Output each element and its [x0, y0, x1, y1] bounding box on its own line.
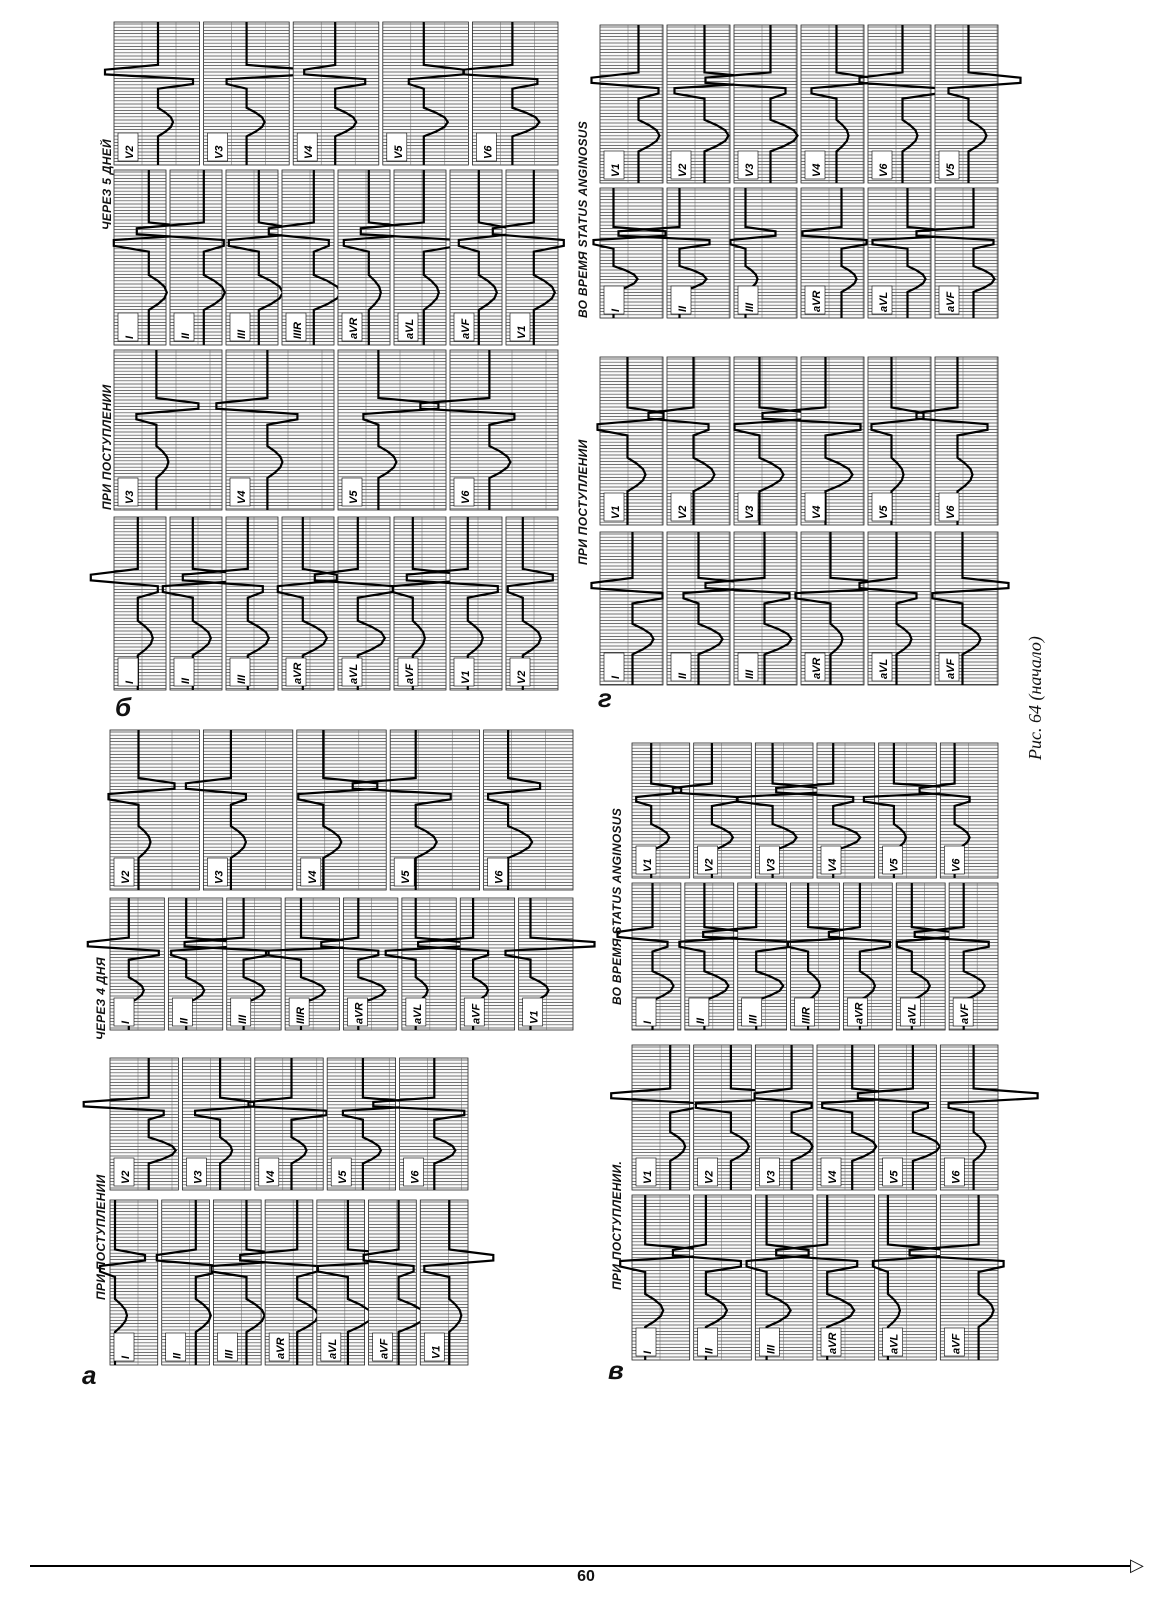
ecg-strip-limb-v1: [420, 1200, 493, 1365]
ecg-strip-chest-v6: [463, 22, 558, 165]
lead-label: V2: [124, 145, 136, 159]
ecg-strip-limb-ii: [157, 1200, 221, 1365]
lead-label: V2: [516, 670, 528, 684]
lead-label: aVR: [275, 1337, 288, 1359]
lead-label: aVF: [945, 291, 957, 312]
lead-label: I: [642, 1020, 654, 1024]
lead-label: V6: [950, 858, 963, 872]
lead-label: V2: [703, 858, 716, 872]
lead-label: I: [610, 675, 622, 679]
lead-label: V1: [516, 325, 528, 339]
lead-label: I: [120, 1355, 132, 1359]
ecg-strip-chest-v3: [114, 350, 222, 510]
lead-label: V5: [888, 858, 901, 872]
lead-label: V4: [306, 870, 319, 884]
lead-label: V3: [744, 163, 756, 177]
ecg-strip-limb-i: [618, 883, 681, 1030]
ecg-strip-limb-avl: [896, 883, 952, 1030]
group-title-v2: ВО ВРЕМЯ STATUS ANGINOSUS: [610, 807, 624, 1005]
lead-label: III: [223, 1349, 236, 1359]
ecg-strip-chest-v4: [297, 730, 386, 890]
lead-label: V6: [409, 1170, 422, 1184]
ecg-strip-limb-v1: [506, 898, 595, 1030]
ecg-strip-chest-v1: [592, 25, 664, 183]
ecg-strip-limb-iii: [747, 1195, 813, 1360]
lead-label: V5: [337, 1170, 350, 1184]
ecg-strip-limb-avr: [801, 188, 867, 318]
lead-label: V6: [460, 490, 472, 504]
lead-label: V1: [610, 163, 622, 177]
section-letter-v: в: [608, 1355, 624, 1385]
group-title-g1: ПРИ ПОСТУПЛЕНИИ: [576, 439, 590, 565]
lead-label: IIIR: [800, 1006, 813, 1024]
lead-label: V4: [827, 1170, 839, 1184]
ecg-strip-chest-v3: [186, 730, 293, 890]
lead-label: aVF: [378, 1338, 391, 1359]
lead-label: aVR: [811, 290, 823, 312]
lead-label: aVR: [811, 657, 823, 679]
ecg-strip-chest-v4: [249, 1058, 327, 1190]
lead-label: V4: [236, 490, 248, 504]
lead-label: II: [677, 672, 689, 679]
lead-label: V1: [642, 858, 654, 872]
lead-label: V5: [400, 870, 413, 884]
lead-label: V4: [264, 1170, 277, 1184]
lead-label: V5: [945, 163, 957, 177]
lead-label: aVL: [404, 318, 416, 339]
lead-label: aVF: [950, 1333, 963, 1354]
lead-label: V6: [945, 505, 957, 519]
ecg-strip-chest-v5: [935, 25, 1021, 183]
lead-label: I: [610, 308, 622, 312]
ecg-strip-limb-i: [100, 1200, 158, 1365]
ecg-strip-limb-avf: [933, 532, 1009, 685]
ecg-strip-limb-i: [91, 517, 166, 690]
ecg-strip-chest-v5: [868, 357, 931, 525]
lead-label: V6: [482, 145, 495, 159]
lead-label: V5: [878, 505, 890, 519]
lead-label: V5: [348, 490, 360, 504]
lead-label: V1: [610, 505, 622, 519]
lead-label: aVR: [353, 1002, 366, 1024]
lead-label: II: [677, 305, 689, 312]
lead-label: III: [765, 1344, 778, 1354]
ecg-strip-limb-avf: [450, 170, 511, 345]
ecg-strip-chest-v6: [484, 730, 573, 890]
ecg-strip-chest-v3: [182, 1058, 254, 1190]
group-title-v1: ПРИ ПОСТУПЛЕНИИ.: [610, 1160, 624, 1290]
ecg-strip-chest-v6: [940, 1045, 1037, 1190]
lead-label: aVF: [460, 318, 472, 339]
lead-label: IIIR: [295, 1006, 308, 1024]
lead-label: aVF: [959, 1003, 972, 1024]
lead-label: II: [180, 677, 192, 684]
lead-label: aVF: [945, 658, 957, 679]
ecg-strip-limb-i: [592, 532, 664, 685]
group-title-b2: ЧЕРЕЗ 5 ДНЕЙ: [100, 139, 114, 230]
lead-label: II: [694, 1017, 707, 1024]
ecg-strip-chest-v5: [338, 350, 446, 510]
lead-label: aVL: [888, 1333, 901, 1354]
lead-label: V2: [677, 505, 689, 519]
lead-label: V4: [303, 145, 316, 159]
group-title-a1: ПРИ ПОСТУПЛЕНИИ: [94, 1174, 108, 1300]
lead-label: I: [642, 1350, 654, 1354]
group-title-b1: ПРИ ПОСТУПЛЕНИИ: [100, 384, 114, 510]
lead-label: III: [744, 669, 756, 679]
lead-label: V2: [120, 1170, 132, 1184]
ecg-strip-limb-avl: [860, 532, 932, 685]
lead-label: V2: [677, 163, 689, 177]
triangle-arrow-icon: ▷: [1130, 1555, 1144, 1575]
lead-label: aVR: [853, 1002, 866, 1024]
ecg-strip-limb-iii: [731, 188, 798, 318]
lead-label: IIIR: [292, 321, 304, 339]
lead-label: aVF: [404, 663, 416, 684]
lead-label: V4: [811, 163, 823, 177]
lead-label: V3: [124, 490, 136, 504]
lead-label: V4: [827, 858, 839, 872]
ecg-strip-chest-v4: [801, 25, 871, 183]
lead-label: aVL: [411, 1003, 424, 1024]
lead-label: III: [747, 1014, 760, 1024]
lead-label: V3: [213, 870, 226, 884]
group-title-g2: ВО ВРЕМЯ STATUS ANGINOSUS: [576, 120, 590, 318]
ecg-strip-limb-avf: [364, 1200, 426, 1365]
lead-label: II: [703, 1347, 716, 1354]
lead-label: V5: [888, 1170, 901, 1184]
lead-label: I: [124, 680, 136, 684]
lead-label: aVL: [878, 291, 890, 312]
lead-label: III: [236, 329, 248, 339]
ecg-strip-chest-v2: [105, 22, 200, 165]
lead-label: II: [180, 332, 192, 339]
lead-label: V1: [460, 670, 472, 684]
ecg-strip-limb-v2: [506, 517, 558, 690]
lead-label: aVF: [470, 1003, 483, 1024]
group-title-a2: ЧЕРЕЗ 4 ДНЯ: [94, 957, 108, 1040]
lead-label: aVL: [906, 1003, 919, 1024]
lead-label: aVL: [878, 658, 890, 679]
lead-label: I: [120, 1020, 132, 1024]
lead-label: V3: [765, 858, 778, 872]
ecg-strip-chest-v6: [860, 25, 938, 183]
lead-label: V3: [213, 145, 226, 159]
ecg-strip-chest-v1: [632, 743, 690, 878]
lead-label: V3: [192, 1170, 205, 1184]
lead-label: III: [236, 674, 248, 684]
section-letter-g: г: [598, 683, 612, 713]
lead-label: V6: [493, 870, 506, 884]
bottom-rule: [30, 1565, 1130, 1567]
section-letter-a: а: [82, 1360, 97, 1390]
figure-caption: Рис. 64 (начало): [1025, 636, 1045, 760]
ecg-strip-limb-i: [594, 188, 666, 318]
ecg-strip-limb-v1: [493, 170, 564, 345]
lead-label: aVL: [348, 663, 360, 684]
lead-label: aVR: [292, 662, 304, 684]
lead-label: II: [171, 1352, 184, 1359]
lead-label: V6: [950, 1170, 963, 1184]
page-number: 60: [577, 1568, 595, 1585]
ecg-strip-limb-ii: [168, 898, 236, 1030]
ecg-strip-limb-iiir: [269, 170, 341, 345]
ecg-strip-chest-v2: [84, 1058, 179, 1190]
ecg-strip-chest-v1: [598, 357, 664, 525]
lead-label: V3: [765, 1170, 778, 1184]
lead-label: II: [178, 1017, 191, 1024]
lead-label: V6: [878, 163, 890, 177]
lead-label: V1: [430, 1345, 443, 1359]
ecg-strip-chest-v3: [755, 1045, 813, 1190]
lead-label: I: [124, 335, 136, 339]
ecg-strip-chest-v4: [293, 22, 379, 165]
ecg-strip-chest-v5: [383, 22, 469, 165]
lead-label: aVL: [326, 1338, 339, 1359]
ecg-strip-limb-avl: [873, 1195, 948, 1360]
ecg-strip-chest-v2: [109, 730, 200, 890]
ecg-strip-limb-avr: [278, 517, 337, 690]
lead-label: V3: [744, 505, 756, 519]
lead-label: V2: [120, 870, 132, 884]
lead-label: V1: [642, 1170, 654, 1184]
ecg-strip-chest-v4: [216, 350, 334, 510]
lead-label: aVR: [348, 317, 360, 339]
lead-label: V5: [392, 145, 405, 159]
lead-label: III: [236, 1014, 249, 1024]
lead-label: aVR: [827, 1332, 839, 1354]
lead-label: V2: [703, 1170, 716, 1184]
lead-label: V4: [811, 505, 823, 519]
lead-label: V1: [528, 1010, 541, 1024]
section-letter-b: б: [115, 692, 132, 722]
lead-label: III: [744, 302, 756, 312]
